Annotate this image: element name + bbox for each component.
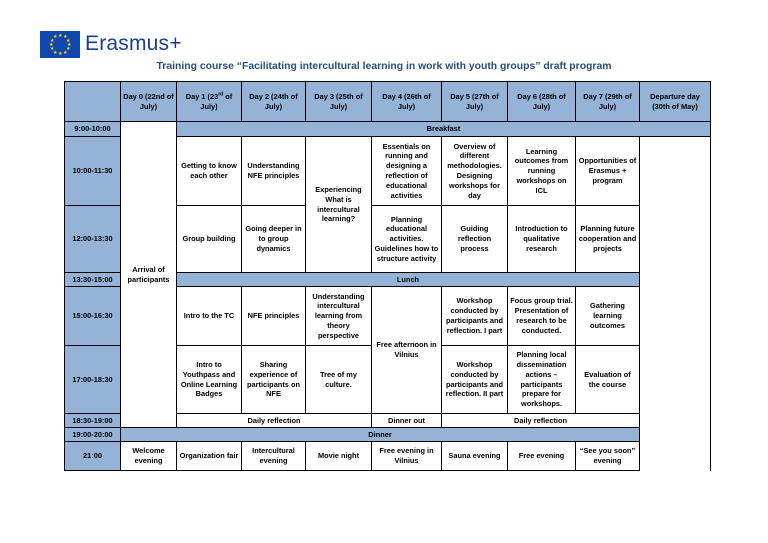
time-1700: 17:00-18:30 <box>65 346 121 414</box>
evening-d2: Intercultural evening <box>242 442 306 471</box>
evening-d3: Movie night <box>306 442 372 471</box>
page-title: Training course “Facilitating intercultural learning in work with youth groups” draft program <box>156 61 612 72</box>
eu-flag-icon: ★ ★ ★ ★ ★ ★ ★ ★ ★ ★ ★ ★ <box>40 31 80 58</box>
session-d5-1000: Overview of different methodologies. Designing workshops for day <box>442 137 508 206</box>
session-d6-1700: Planning local dissemination actions – participants prepare for workshops. <box>508 346 576 414</box>
time-0900: 9:00-10:00 <box>65 122 121 137</box>
session-d3-1700: Tree of my culture. <box>306 346 372 414</box>
schedule-table <box>64 81 711 471</box>
time-1830: 18:30-19:00 <box>65 414 121 428</box>
session-d6-1500: Focus group trial. Presentation of research to be conducted. <box>508 287 576 346</box>
session-d2-1200: Going deeper in to group dynamics <box>242 206 306 273</box>
header-departure-day: Departure day (30th of May) <box>640 82 711 122</box>
session-d2-1000: Understanding NFE principles <box>242 137 306 206</box>
session-d1-1200: Group building <box>177 206 242 273</box>
evening-d5: Sauna evening <box>442 442 508 471</box>
session-d6-1000: Learning outcomes from running workshops on ICL <box>508 137 576 206</box>
header-day-1: Day 1 (23rd of July) <box>177 82 242 122</box>
session-d4-1500: Free afternoon in Vilnius <box>372 287 442 414</box>
session-d3-1500: Understanding intercultural learning from theory perspective <box>306 287 372 346</box>
time-1330: 13:30-15:00 <box>65 273 121 287</box>
session-d7-1000: Opportunities of Erasmus + program <box>576 137 640 206</box>
evening-d6: Free evening <box>508 442 576 471</box>
time-1500: 15:00-16:30 <box>65 287 121 346</box>
daily-reflection-band-a: Daily reflection <box>177 414 372 428</box>
session-d3-1000: Experiencing What is intercultural learning? <box>306 137 372 273</box>
session-d7-1700: Evaluation of the course <box>576 346 640 414</box>
session-d1-1500: Intro to the TC <box>177 287 242 346</box>
session-d5-1500: Workshop conducted by participants and reflection. I part <box>442 287 508 346</box>
session-d5-1700: Workshop conducted by participants and reflection. II part <box>442 346 508 414</box>
evening-d7: “See you soon” evening <box>576 442 640 471</box>
daily-reflection-band-b: Daily reflection <box>442 414 640 428</box>
session-d4-1200: Planning educational activities. Guidelines how to structure activity <box>372 206 442 273</box>
session-d1-1700: Intro to Youthpass and Online Learning Badges <box>177 346 242 414</box>
session-d2-1700: Sharing experience of participants on NFE <box>242 346 306 414</box>
dinner-band: Dinner <box>121 428 640 442</box>
session-d2-1500: NFE principles <box>242 287 306 346</box>
time-1200: 12:00-13:30 <box>65 206 121 273</box>
session-d5-1200: Guiding reflection process <box>442 206 508 273</box>
breakfast-band: Breakfast <box>177 122 711 137</box>
header-day-0: Day 0 (22nd of July) <box>121 82 177 122</box>
time-1000: 10:00-11:30 <box>65 137 121 206</box>
dinner-out-band: Dinner out <box>372 414 442 428</box>
session-d7-1200: Planning future cooperation and projects <box>576 206 640 273</box>
header-day-7: Day 7 (29th of July) <box>576 82 640 122</box>
header-day-4: Day 4 (26th of July) <box>372 82 442 122</box>
time-1900: 19:00-20:00 <box>65 428 121 442</box>
erasmus-logo <box>40 30 182 58</box>
header-day-2: Day 2 (24th of July) <box>242 82 306 122</box>
brand-name: Erasmus+ <box>85 32 182 55</box>
session-d1-1000: Getting to know each other <box>177 137 242 206</box>
lunch-band: Lunch <box>177 273 640 287</box>
session-d6-1200: Introduction to qualitative research <box>508 206 576 273</box>
header-day-3: Day 3 (25th of July) <box>306 82 372 122</box>
header-day-5: Day 5 (27th of July) <box>442 82 508 122</box>
evening-d0: Welcome evening <box>121 442 177 471</box>
evening-d1: Organization fair <box>177 442 242 471</box>
evening-d4: Free evening in Vilnius <box>372 442 442 471</box>
arrival-cell: Arrival of participants <box>121 122 177 428</box>
time-2100: 21:00 <box>65 442 121 471</box>
session-d4-1000: Essentials on running and designing a reflection of educational activities <box>372 137 442 206</box>
header-corner <box>65 82 121 122</box>
header-day-6: Day 6 (28th of July) <box>508 82 576 122</box>
session-d7-1500: Gathering learning outcomes <box>576 287 640 346</box>
